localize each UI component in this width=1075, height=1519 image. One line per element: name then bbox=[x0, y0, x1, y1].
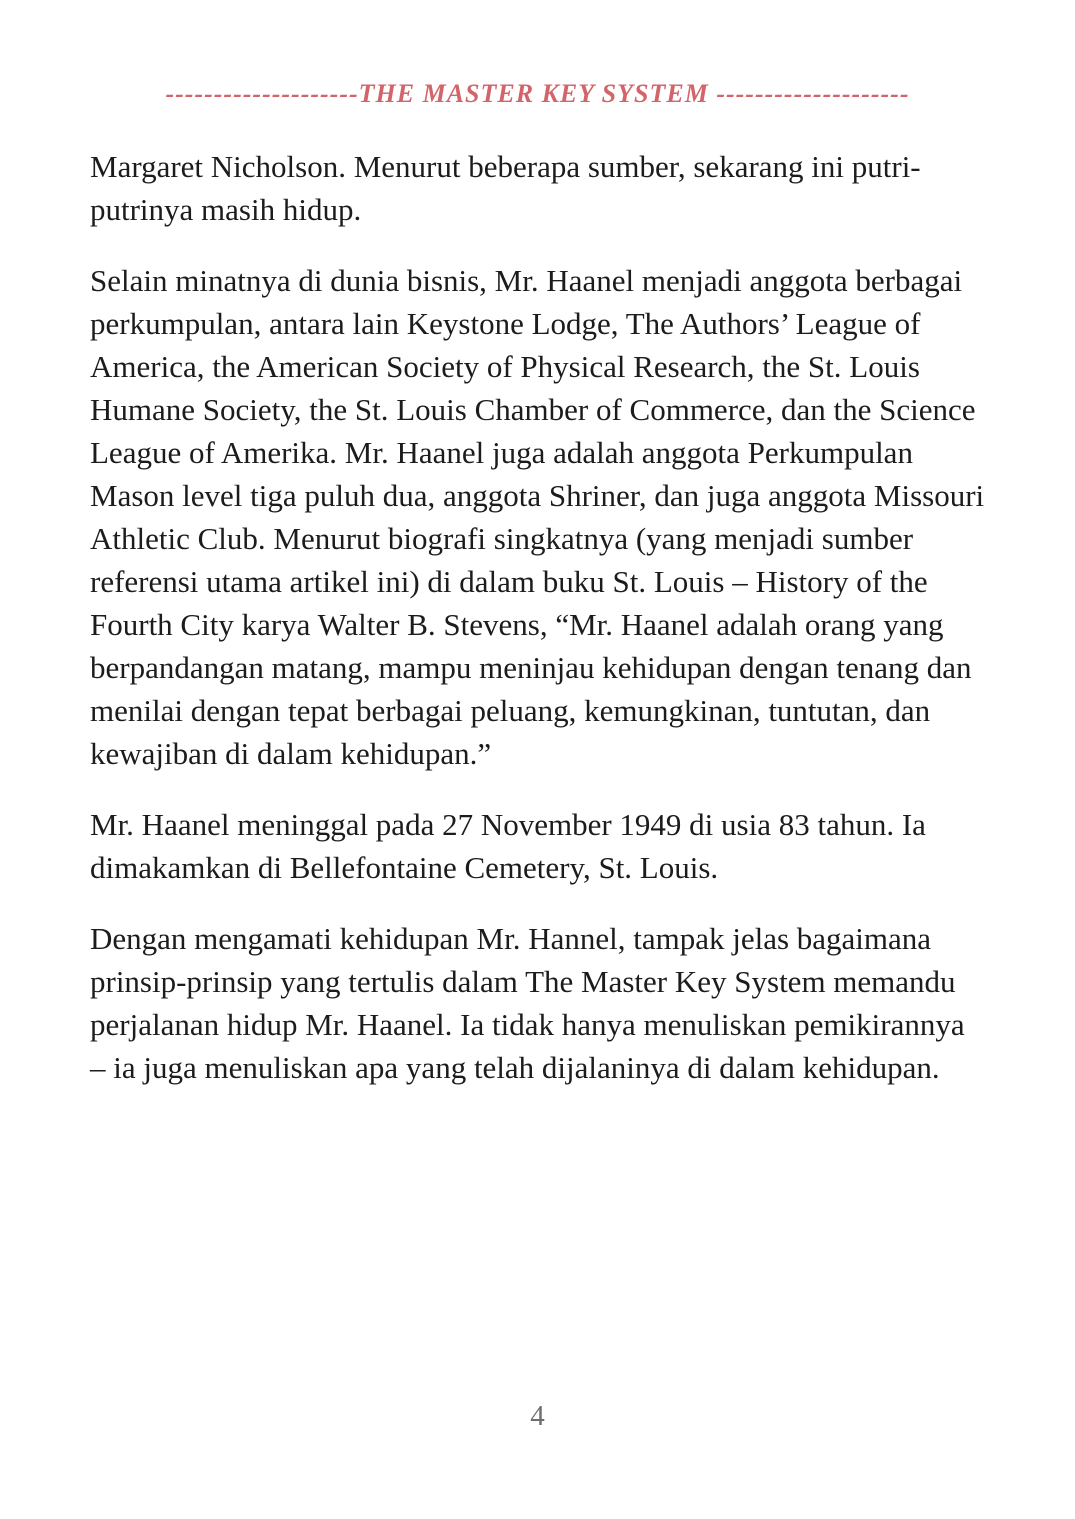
running-header-title: --------------------THE MASTER KEY SYSTEM -------------------- bbox=[165, 79, 910, 108]
page-footer bbox=[0, 1398, 1075, 1434]
page-body bbox=[0, 145, 1075, 1089]
page-number: 4 bbox=[530, 1400, 545, 1432]
paragraph-3: Mr. Haanel meninggal pada 27 November 1949 di usia 83 tahun. Ia dimakamkan di Bellefontaine Cemetery, St. Louis. bbox=[90, 807, 926, 885]
paragraph-1: Margaret Nicholson. Menurut beberapa sumber, sekarang ini putri-putrinya masih hidup. bbox=[90, 149, 921, 227]
paragraph-2: Selain minatnya di dunia bisnis, Mr. Haanel menjadi anggota berbagai perkumpulan, antara lain Keystone Lodge, The Authors’ League of America, the American Society of Physical Research, the St. Louis Humane Society, the St. Louis Chamber of Commerce, dan the Science League of Amerika. Mr. Haanel juga adalah anggota Perkumpulan Mason level tiga puluh dua, anggota Shriner, dan juga anggota Missouri Athletic Club. Menurut biografi singkatnya (yang menjadi sumber referensi utama artikel ini) di dalam buku St. Louis – History of the Fourth City karya Walter B. Stevens, “Mr. Haanel adalah orang yang berpandangan matang, mampu meninjau kehidupan dengan tenang dan menilai dengan tepat berbagai peluang, kemungkinan, tuntutan, dan kewajiban di dalam kehidupan.” bbox=[90, 263, 985, 771]
page-header bbox=[0, 0, 1075, 110]
paragraph-4: Dengan mengamati kehidupan Mr. Hannel, tampak jelas bagaimana prinsip-prinsip yang tertulis dalam The Master Key System memandu perjalanan hidup Mr. Haanel. Ia tidak hanya menuliskan pemikirannya – ia juga menuliskan apa yang telah dijalaninya di dalam kehidupan. bbox=[90, 921, 965, 1085]
